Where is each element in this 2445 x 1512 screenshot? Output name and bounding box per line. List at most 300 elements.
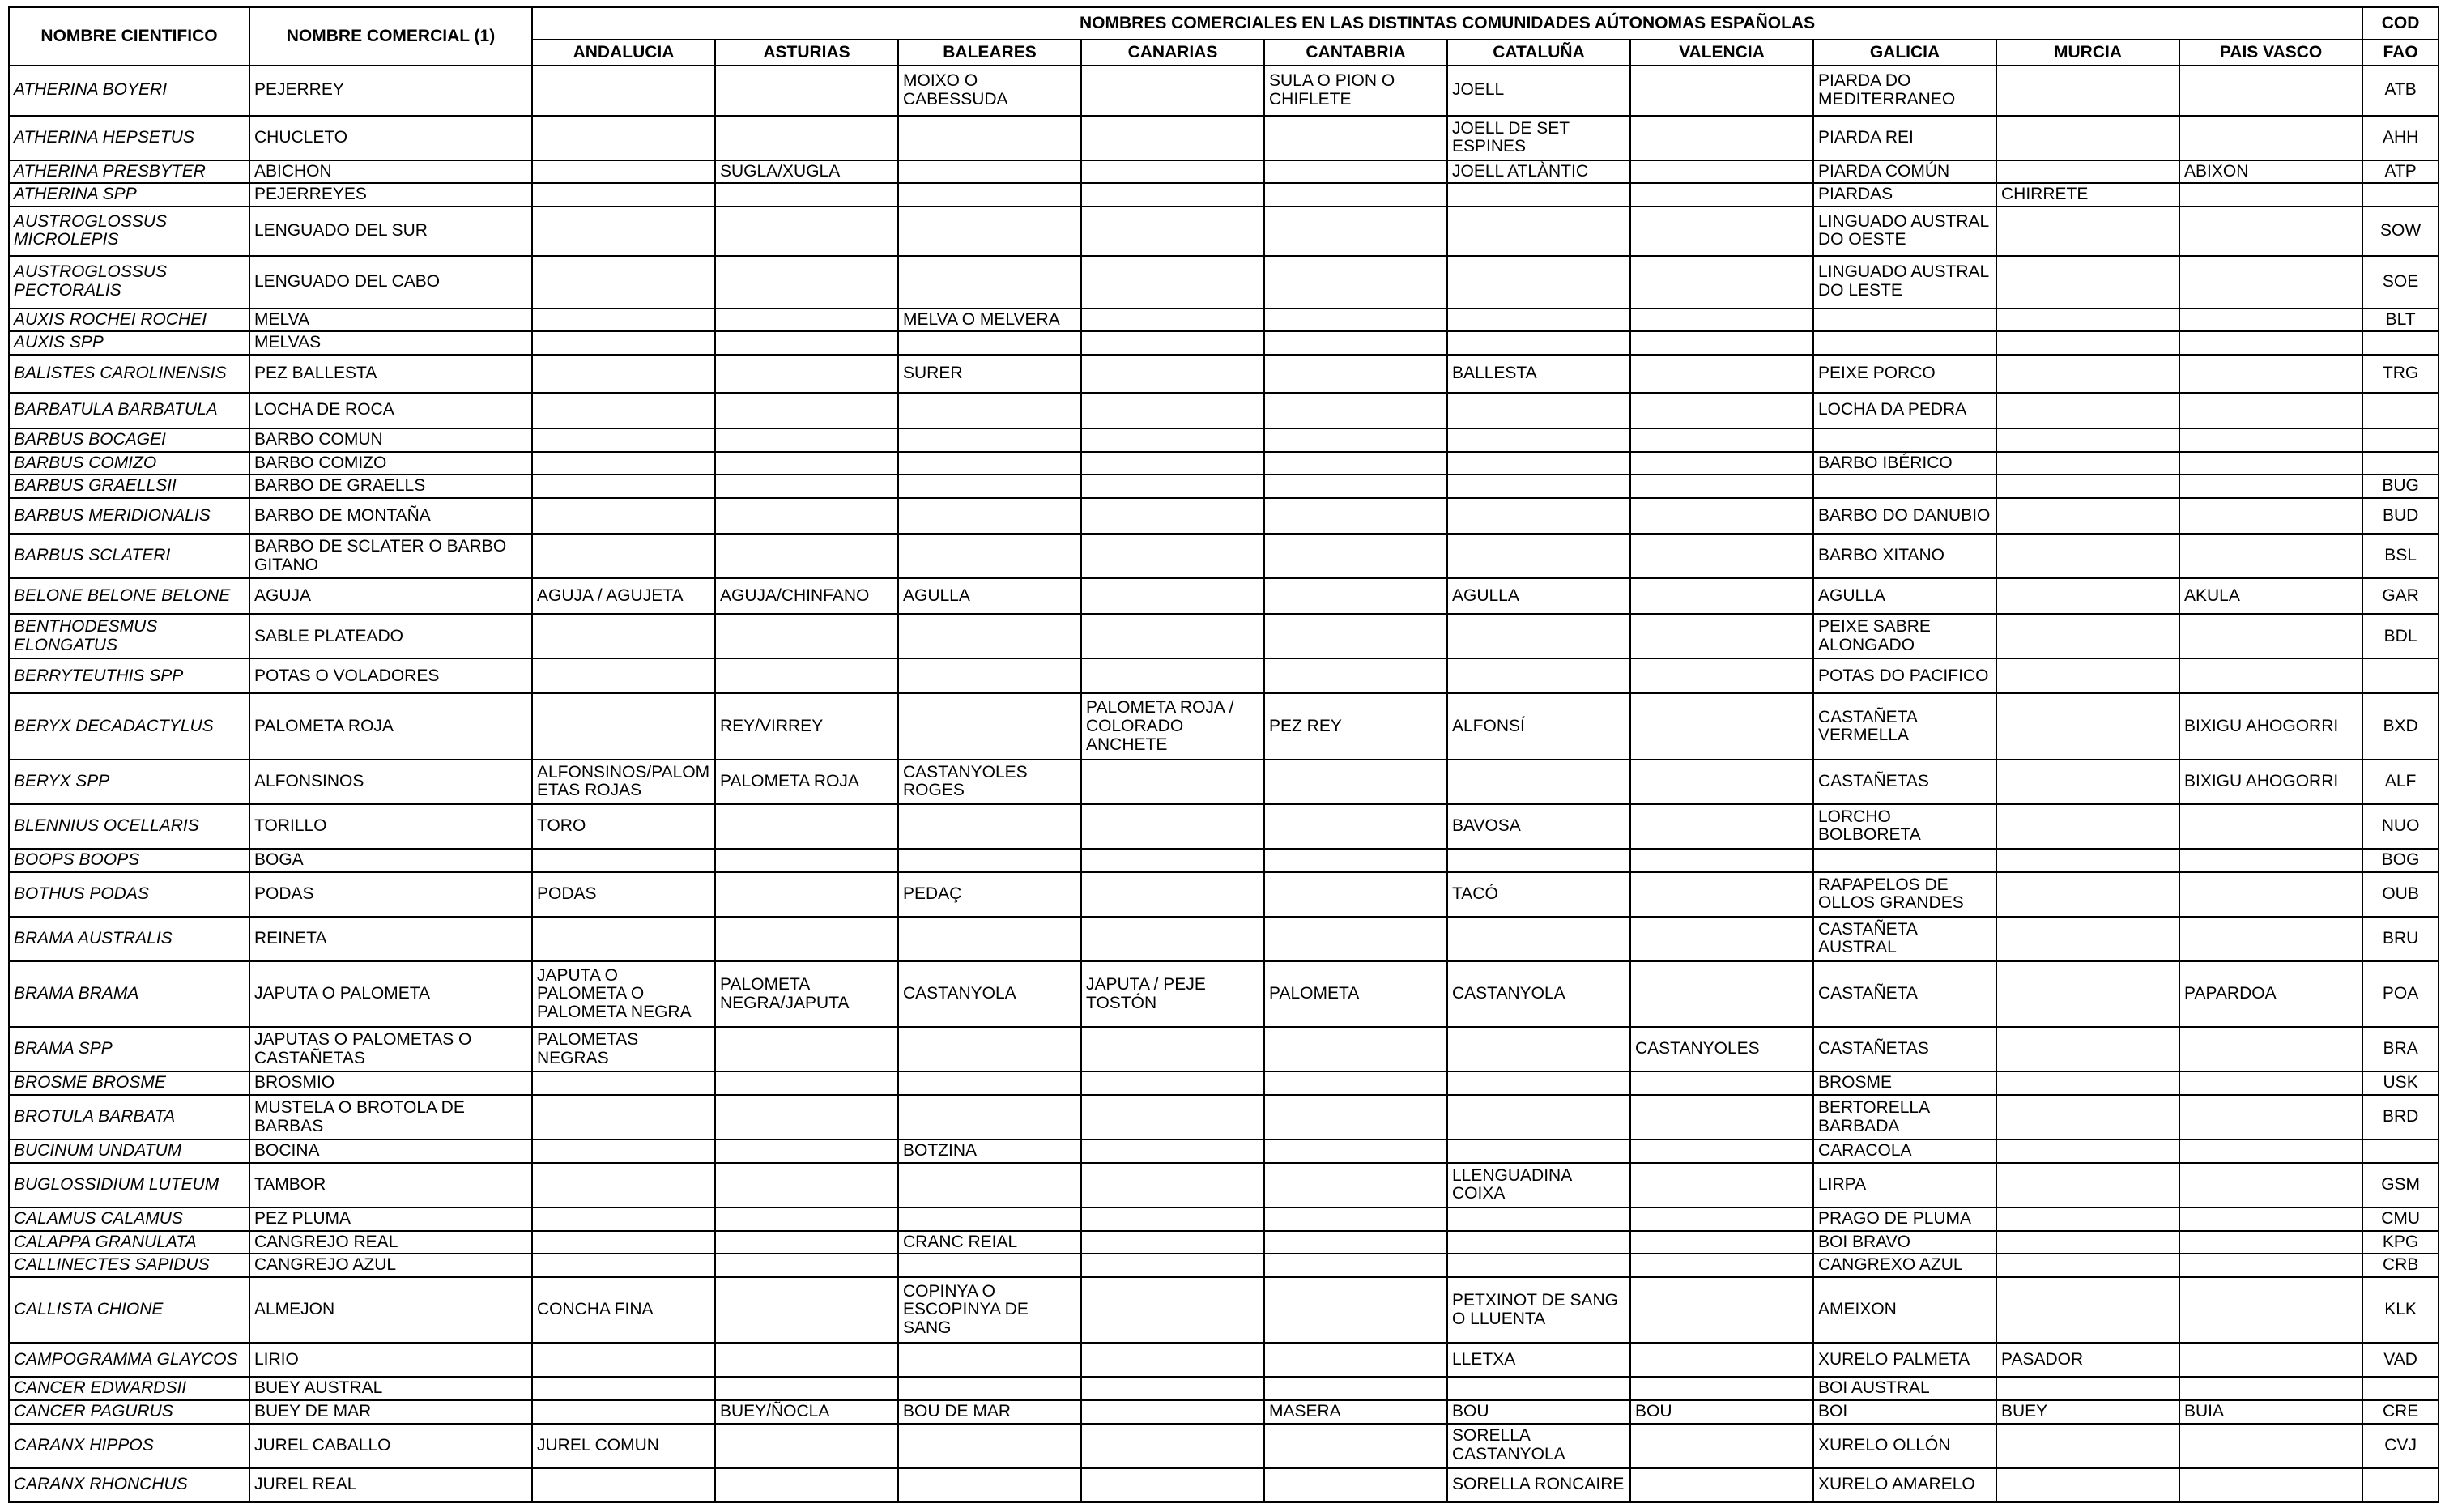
cell-cantabria [1264, 393, 1447, 428]
cell-cantabria [1264, 760, 1447, 804]
cell-cantabria [1264, 1424, 1447, 1468]
cell-asturias [715, 1139, 898, 1163]
table-row [9, 961, 2439, 1027]
cell-commercial-name: PEJERREYES [249, 183, 532, 207]
table-row [9, 917, 2439, 961]
cell-cataluna: JOELL DE SET ESPINES [1447, 116, 1630, 160]
cell-galicia: LORCHO BOLBORETA [1813, 804, 1996, 849]
cell-baleares [898, 1207, 1081, 1231]
cell-canarias [1081, 1163, 1264, 1207]
cell-cataluna [1447, 614, 1630, 658]
cell-scientific-name: ATHERINA HEPSETUS [9, 116, 249, 160]
cell-andalucia [532, 1207, 715, 1231]
cell-canarias [1081, 658, 1264, 693]
cell-asturias [715, 917, 898, 961]
cell-cataluna: SORELLA RONCAIRE [1447, 1468, 1630, 1502]
cell-fao-code [2362, 1468, 2439, 1502]
cell-valencia [1630, 1424, 1813, 1468]
cell-scientific-name: AUSTROGLOSSUS MICROLEPIS [9, 207, 249, 255]
cell-fao-code: BDL [2362, 614, 2439, 658]
cell-pais-vasco [2179, 1468, 2362, 1502]
cell-valencia [1630, 393, 1813, 428]
cell-cantabria [1264, 1277, 1447, 1343]
cell-cantabria: PEZ REY [1264, 693, 1447, 759]
cell-scientific-name: BARBATULA BARBATULA [9, 393, 249, 428]
cell-cantabria [1264, 849, 1447, 872]
cell-cataluna [1447, 760, 1630, 804]
cell-fao-code: NUO [2362, 804, 2439, 849]
cell-galicia: LINGUADO AUSTRAL DO OESTE [1813, 207, 1996, 255]
cell-fao-code: CRE [2362, 1400, 2439, 1424]
cell-commercial-name: REINETA [249, 917, 532, 961]
cell-murcia: CHIRRETE [1996, 183, 2179, 207]
header-scientific-name: NOMBRE CIENTIFICO [9, 7, 249, 66]
cell-baleares: AGULLA [898, 578, 1081, 614]
cell-andalucia: TORO [532, 804, 715, 849]
cell-cataluna: JOELL [1447, 66, 1630, 116]
cell-cataluna: BALLESTA [1447, 355, 1630, 393]
cell-murcia [1996, 309, 2179, 332]
cell-scientific-name: BUCINUM UNDATUM [9, 1139, 249, 1163]
cell-commercial-name: BARBO DE GRAELLS [249, 475, 532, 498]
cell-pais-vasco [2179, 849, 2362, 872]
table-row [9, 1254, 2439, 1277]
cell-commercial-name: CHUCLETO [249, 116, 532, 160]
cell-fao-code: BSL [2362, 534, 2439, 578]
cell-pais-vasco: PAPARDOA [2179, 961, 2362, 1027]
table-row [9, 1207, 2439, 1231]
table-row [9, 658, 2439, 693]
cell-commercial-name: BROSMIO [249, 1071, 532, 1095]
cell-fao-code: BRU [2362, 917, 2439, 961]
cell-valencia [1630, 1277, 1813, 1343]
cell-andalucia [532, 1254, 715, 1277]
cell-pais-vasco [2179, 1277, 2362, 1343]
cell-fao-code [2362, 1139, 2439, 1163]
header-region-galicia: GALICIA [1813, 40, 1996, 66]
cell-scientific-name: BARBUS GRAELLSII [9, 475, 249, 498]
cell-andalucia [532, 1095, 715, 1139]
cell-fao-code: BLT [2362, 309, 2439, 332]
cell-asturias [715, 849, 898, 872]
cell-canarias [1081, 475, 1264, 498]
cell-asturias [715, 331, 898, 355]
table-row [9, 1343, 2439, 1377]
cell-baleares [898, 917, 1081, 961]
cell-pais-vasco [2179, 1071, 2362, 1095]
cell-cantabria [1264, 1231, 1447, 1254]
table-row [9, 804, 2439, 849]
cell-pais-vasco [2179, 66, 2362, 116]
cell-valencia [1630, 1071, 1813, 1095]
cell-valencia [1630, 309, 1813, 332]
cell-canarias [1081, 614, 1264, 658]
cell-cantabria [1264, 1343, 1447, 1377]
cell-galicia: AMEIXON [1813, 1277, 1996, 1343]
cell-valencia [1630, 1139, 1813, 1163]
cell-murcia [1996, 1095, 2179, 1139]
cell-cantabria: PALOMETA [1264, 961, 1447, 1027]
cell-murcia [1996, 355, 2179, 393]
cell-valencia [1630, 1231, 1813, 1254]
cell-fao-code: ATB [2362, 66, 2439, 116]
cell-andalucia [532, 693, 715, 759]
cell-valencia [1630, 498, 1813, 534]
cell-galicia: XURELO PALMETA [1813, 1343, 1996, 1377]
table-row [9, 183, 2439, 207]
table-row [9, 1231, 2439, 1254]
cell-andalucia: JAPUTA O PALOMETA O PALOMETA NEGRA [532, 961, 715, 1027]
cell-andalucia [532, 160, 715, 184]
cell-cantabria [1264, 428, 1447, 452]
cell-commercial-name: MUSTELA O BROTOLA DE BARBAS [249, 1095, 532, 1139]
cell-galicia: XURELO OLLÓN [1813, 1424, 1996, 1468]
cell-commercial-name: PODAS [249, 872, 532, 917]
cell-galicia: CASTAÑETA AUSTRAL [1813, 917, 1996, 961]
cell-pais-vasco [2179, 331, 2362, 355]
cell-canarias [1081, 1207, 1264, 1231]
cell-pais-vasco [2179, 498, 2362, 534]
cell-andalucia [532, 393, 715, 428]
cell-pais-vasco [2179, 1377, 2362, 1400]
table-row [9, 355, 2439, 393]
cell-cantabria [1264, 183, 1447, 207]
cell-cantabria [1264, 1139, 1447, 1163]
cell-pais-vasco: BIXIGU AHOGORRI [2179, 760, 2362, 804]
cell-pais-vasco [2179, 256, 2362, 309]
cell-scientific-name: CARANX RHONCHUS [9, 1468, 249, 1502]
cell-murcia [1996, 1163, 2179, 1207]
cell-asturias [715, 1468, 898, 1502]
cell-baleares [898, 804, 1081, 849]
cell-pais-vasco [2179, 872, 2362, 917]
cell-fao-code: USK [2362, 1071, 2439, 1095]
cell-asturias [715, 1254, 898, 1277]
cell-pais-vasco [2179, 614, 2362, 658]
cell-pais-vasco: BUIA [2179, 1400, 2362, 1424]
cell-commercial-name: ALMEJON [249, 1277, 532, 1343]
header-region-valencia: VALENCIA [1630, 40, 1813, 66]
cell-commercial-name: JUREL CABALLO [249, 1424, 532, 1468]
table-row [9, 849, 2439, 872]
table-row [9, 1163, 2439, 1207]
cell-galicia: CASTAÑETAS [1813, 1027, 1996, 1071]
table-row [9, 760, 2439, 804]
cell-baleares [898, 1343, 1081, 1377]
cell-pais-vasco [2179, 658, 2362, 693]
cell-commercial-name: BARBO DE MONTAÑA [249, 498, 532, 534]
cell-baleares [898, 116, 1081, 160]
cell-scientific-name: AUXIS ROCHEI ROCHEI [9, 309, 249, 332]
cell-scientific-name: ATHERINA SPP [9, 183, 249, 207]
table-row [9, 393, 2439, 428]
cell-canarias [1081, 1277, 1264, 1343]
cell-cataluna [1447, 1207, 1630, 1231]
table-row [9, 256, 2439, 309]
cell-fao-code [2362, 1377, 2439, 1400]
cell-galicia: BOI AUSTRAL [1813, 1377, 1996, 1400]
cell-asturias [715, 355, 898, 393]
cell-galicia: CASTAÑETA VERMELLA [1813, 693, 1996, 759]
cell-baleares [898, 393, 1081, 428]
cell-andalucia [532, 66, 715, 116]
cell-cataluna: BOU [1447, 1400, 1630, 1424]
cell-fao-code [2362, 452, 2439, 475]
cell-commercial-name: PALOMETA ROJA [249, 693, 532, 759]
cell-baleares: SURER [898, 355, 1081, 393]
cell-scientific-name: CANCER EDWARDSII [9, 1377, 249, 1400]
cell-commercial-name: JAPUTAS O PALOMETAS O CASTAÑETAS [249, 1027, 532, 1071]
cell-galicia: CASTAÑETAS [1813, 760, 1996, 804]
cell-baleares: PEDAÇ [898, 872, 1081, 917]
cell-baleares: COPINYA O ESCOPINYA DE SANG [898, 1277, 1081, 1343]
cell-asturias: AGUJA/CHINFANO [715, 578, 898, 614]
species-names-table [8, 6, 2439, 1503]
cell-valencia [1630, 1095, 1813, 1139]
cell-cataluna: LLENGUADINA COIXA [1447, 1163, 1630, 1207]
cell-cantabria [1264, 309, 1447, 332]
cell-murcia [1996, 475, 2179, 498]
cell-fao-code: ATP [2362, 160, 2439, 184]
cell-asturias [715, 1163, 898, 1207]
cell-cataluna: LLETXA [1447, 1343, 1630, 1377]
cell-galicia: XURELO AMARELO [1813, 1468, 1996, 1502]
cell-andalucia [532, 452, 715, 475]
cell-valencia [1630, 355, 1813, 393]
cell-scientific-name: BUGLOSSIDIUM LUTEUM [9, 1163, 249, 1207]
table-row [9, 1377, 2439, 1400]
cell-baleares [898, 331, 1081, 355]
cell-andalucia: PALOMETAS NEGRAS [532, 1027, 715, 1071]
cell-canarias [1081, 872, 1264, 917]
cell-asturias [715, 534, 898, 578]
cell-asturias [715, 428, 898, 452]
cell-pais-vasco [2179, 917, 2362, 961]
cell-pais-vasco [2179, 804, 2362, 849]
cell-valencia [1630, 116, 1813, 160]
cell-valencia [1630, 849, 1813, 872]
cell-andalucia: AGUJA / AGUJETA [532, 578, 715, 614]
cell-galicia [1813, 475, 1996, 498]
cell-cantabria [1264, 1468, 1447, 1502]
cell-canarias [1081, 1254, 1264, 1277]
cell-asturias: PALOMETA NEGRA/JAPUTA [715, 961, 898, 1027]
table-row [9, 534, 2439, 578]
header-region-andalucia: ANDALUCIA [532, 40, 715, 66]
table-row [9, 116, 2439, 160]
cell-baleares: MOIXO O CABESSUDA [898, 66, 1081, 116]
cell-canarias [1081, 66, 1264, 116]
cell-scientific-name: CALAMUS CALAMUS [9, 1207, 249, 1231]
cell-fao-code: KLK [2362, 1277, 2439, 1343]
cell-fao-code [2362, 393, 2439, 428]
cell-valencia: CASTANYOLES [1630, 1027, 1813, 1071]
cell-scientific-name: CALAPPA GRANULATA [9, 1231, 249, 1254]
cell-canarias [1081, 1095, 1264, 1139]
cell-valencia [1630, 658, 1813, 693]
table-row [9, 331, 2439, 355]
cell-commercial-name: BOCINA [249, 1139, 532, 1163]
table-row [9, 1027, 2439, 1071]
cell-valencia [1630, 475, 1813, 498]
table-row [9, 614, 2439, 658]
cell-baleares: CASTANYOLA [898, 961, 1081, 1027]
cell-cataluna [1447, 1095, 1630, 1139]
cell-cataluna [1447, 534, 1630, 578]
cell-murcia [1996, 872, 2179, 917]
cell-galicia: PEIXE SABRE ALONGADO [1813, 614, 1996, 658]
cell-valencia: BOU [1630, 1400, 1813, 1424]
cell-cataluna [1447, 207, 1630, 255]
cell-commercial-name: LENGUADO DEL CABO [249, 256, 532, 309]
cell-cataluna [1447, 917, 1630, 961]
cell-commercial-name: BARBO COMIZO [249, 452, 532, 475]
cell-canarias [1081, 498, 1264, 534]
cell-fao-code: BXD [2362, 693, 2439, 759]
cell-cantabria [1264, 614, 1447, 658]
cell-scientific-name: BRAMA AUSTRALIS [9, 917, 249, 961]
cell-cantabria: MASERA [1264, 1400, 1447, 1424]
cell-pais-vasco [2179, 428, 2362, 452]
cell-asturias [715, 1377, 898, 1400]
cell-asturias [715, 1343, 898, 1377]
cell-asturias: PALOMETA ROJA [715, 760, 898, 804]
cell-commercial-name: JAPUTA O PALOMETA [249, 961, 532, 1027]
cell-fao-code: POA [2362, 961, 2439, 1027]
cell-scientific-name: BROTULA BARBATA [9, 1095, 249, 1139]
cell-scientific-name: ATHERINA BOYERI [9, 66, 249, 116]
cell-canarias [1081, 309, 1264, 332]
cell-commercial-name: BOGA [249, 849, 532, 872]
cell-murcia [1996, 1207, 2179, 1231]
cell-murcia [1996, 534, 2179, 578]
table-row [9, 309, 2439, 332]
cell-fao-code: BRA [2362, 1027, 2439, 1071]
table-row [9, 207, 2439, 255]
cell-baleares [898, 658, 1081, 693]
cell-asturias [715, 498, 898, 534]
cell-baleares [898, 1027, 1081, 1071]
cell-canarias [1081, 1027, 1264, 1071]
cell-commercial-name: BARBO COMUN [249, 428, 532, 452]
table-body [9, 66, 2439, 1502]
cell-cantabria [1264, 452, 1447, 475]
cell-scientific-name: BALISTES CAROLINENSIS [9, 355, 249, 393]
cell-cantabria [1264, 1207, 1447, 1231]
cell-fao-code: BOG [2362, 849, 2439, 872]
cell-cataluna [1447, 428, 1630, 452]
cell-valencia [1630, 1207, 1813, 1231]
table-row [9, 66, 2439, 116]
cell-asturias [715, 872, 898, 917]
cell-canarias [1081, 1377, 1264, 1400]
cell-baleares: MELVA O MELVERA [898, 309, 1081, 332]
header-fao: FAO [2362, 40, 2439, 66]
cell-asturias [715, 116, 898, 160]
cell-andalucia: PODAS [532, 872, 715, 917]
cell-galicia: RAPAPELOS DE OLLOS GRANDES [1813, 872, 1996, 917]
cell-fao-code: GSM [2362, 1163, 2439, 1207]
cell-cantabria [1264, 498, 1447, 534]
cell-galicia: LIRPA [1813, 1163, 1996, 1207]
header-regions-group: NOMBRES COMERCIALES EN LAS DISTINTAS COMUNIDADES AÚTONOMAS ESPAÑOLAS [532, 7, 2362, 40]
cell-cantabria: SULA O PION O CHIFLETE [1264, 66, 1447, 116]
cell-scientific-name: CALLINECTES SAPIDUS [9, 1254, 249, 1277]
cell-cantabria [1264, 658, 1447, 693]
cell-cataluna [1447, 331, 1630, 355]
cell-andalucia [532, 355, 715, 393]
cell-commercial-name: LENGUADO DEL SUR [249, 207, 532, 255]
cell-commercial-name: JUREL REAL [249, 1468, 532, 1502]
cell-valencia [1630, 183, 1813, 207]
cell-canarias [1081, 1231, 1264, 1254]
cell-fao-code: ALF [2362, 760, 2439, 804]
cell-cataluna [1447, 658, 1630, 693]
cell-baleares [898, 160, 1081, 184]
cell-pais-vasco [2179, 207, 2362, 255]
cell-andalucia [532, 475, 715, 498]
cell-baleares [898, 1377, 1081, 1400]
cell-pais-vasco [2179, 183, 2362, 207]
cell-asturias [715, 1207, 898, 1231]
cell-cataluna: BAVOSA [1447, 804, 1630, 849]
cell-valencia [1630, 256, 1813, 309]
cell-cataluna [1447, 1231, 1630, 1254]
cell-murcia [1996, 917, 2179, 961]
cell-commercial-name: CANGREJO REAL [249, 1231, 532, 1254]
cell-murcia [1996, 116, 2179, 160]
header-region-canarias: CANARIAS [1081, 40, 1264, 66]
cell-valencia [1630, 207, 1813, 255]
cell-canarias: JAPUTA / PEJE TOSTÓN [1081, 961, 1264, 1027]
cell-murcia [1996, 804, 2179, 849]
cell-asturias [715, 1277, 898, 1343]
cell-fao-code: GAR [2362, 578, 2439, 614]
cell-canarias [1081, 578, 1264, 614]
cell-commercial-name: BARBO DE SCLATER O BARBO GITANO [249, 534, 532, 578]
cell-cataluna [1447, 1377, 1630, 1400]
cell-canarias [1081, 534, 1264, 578]
cell-cataluna: JOELL ATLÀNTIC [1447, 160, 1630, 184]
cell-murcia [1996, 849, 2179, 872]
cell-andalucia [532, 658, 715, 693]
cell-pais-vasco [2179, 1207, 2362, 1231]
cell-asturias [715, 1424, 898, 1468]
cell-scientific-name: ATHERINA PRESBYTER [9, 160, 249, 184]
header-region-murcia: MURCIA [1996, 40, 2179, 66]
cell-baleares [898, 1424, 1081, 1468]
cell-baleares [898, 614, 1081, 658]
cell-galicia [1813, 849, 1996, 872]
cell-cantabria [1264, 1027, 1447, 1071]
header-cod: COD [2362, 7, 2439, 40]
cell-commercial-name: POTAS O VOLADORES [249, 658, 532, 693]
cell-andalucia [532, 1400, 715, 1424]
cell-baleares [898, 1163, 1081, 1207]
cell-cantabria [1264, 116, 1447, 160]
cell-murcia [1996, 428, 2179, 452]
cell-valencia [1630, 66, 1813, 116]
cell-canarias [1081, 1071, 1264, 1095]
cell-canarias [1081, 917, 1264, 961]
cell-cantabria [1264, 534, 1447, 578]
cell-cataluna: PETXINOT DE SANG O LLUENTA [1447, 1277, 1630, 1343]
cell-baleares [898, 693, 1081, 759]
cell-scientific-name: BOTHUS PODAS [9, 872, 249, 917]
cell-pais-vasco [2179, 475, 2362, 498]
cell-asturias [715, 658, 898, 693]
cell-asturias [715, 1095, 898, 1139]
